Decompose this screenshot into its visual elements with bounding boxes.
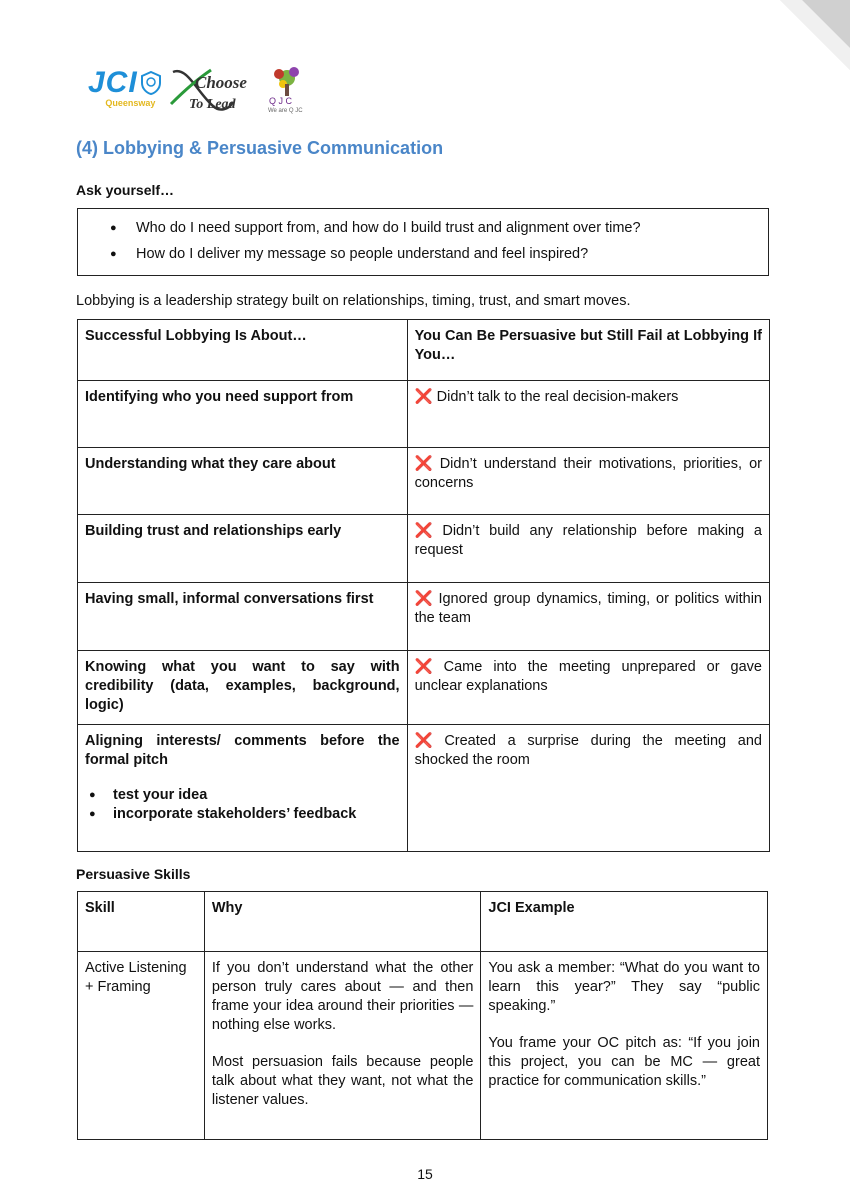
cross-icon: ❌ <box>414 389 433 405</box>
lobby-failure <box>407 725 769 852</box>
ask-item: ● How do I deliver my message so people understand and feel inspired? <box>136 241 768 267</box>
page-number: 15 <box>417 1166 433 1182</box>
table-row <box>78 725 770 852</box>
ask-item: ● Who do I need support from, and how do I build trust and alignment over time? <box>136 215 768 241</box>
cross-icon: ❌ <box>414 456 436 472</box>
choose-to-lead-logo <box>167 62 259 114</box>
ask-list <box>78 209 768 267</box>
table-header-row <box>78 320 770 381</box>
table-row <box>78 583 770 651</box>
lobby-principle: Having small, informal conversations first <box>78 583 408 651</box>
lobby-principle: Building trust and relationships early <box>78 515 408 583</box>
cross-icon: ❌ <box>414 733 441 749</box>
jci-logo-text: JCI <box>88 66 138 99</box>
table-row <box>78 651 770 725</box>
cross-icon: ❌ <box>414 659 440 675</box>
ask-yourself-box <box>77 208 769 276</box>
lobby-principle: Aligning interests/ comments before the formal pitch <box>85 733 400 768</box>
example-paragraph: You frame your OC pitch as: “If you join this project, you can be MC — great practice for communication skills.” <box>488 1035 760 1089</box>
table-header-row <box>78 892 768 952</box>
header-cell-right: You Can Be Persuasive but Still Fail at Lobbying If You… <box>407 320 769 381</box>
section-title: (4) Lobbying & Persuasive Communication <box>76 138 444 158</box>
lobby-failure-text: Ignored group dynamics, timing, or politics within the team <box>414 591 763 626</box>
principle-bullet: ● incorporate stakeholders’ feedback <box>113 805 400 824</box>
lobbying-table <box>77 319 770 852</box>
lobby-failure <box>407 448 769 515</box>
table-row <box>78 381 770 448</box>
skill-why <box>204 952 481 1140</box>
lobby-failure-text: Created a surprise during the meeting and shocked the room <box>414 733 762 768</box>
svg-text:To Lead: To Lead <box>188 97 236 112</box>
lobby-failure-text: Didn’t talk to the real decision-makers <box>436 389 679 405</box>
skill-example <box>481 952 768 1140</box>
header-cell-why: Why <box>204 892 481 952</box>
lobby-failure-text: Came into the meeting unprepared or gave unclear explanations <box>414 659 762 694</box>
svg-text:We are Q JC: We are Q JC <box>267 108 303 114</box>
table-row <box>78 515 770 583</box>
lobby-failure <box>407 651 769 725</box>
lobby-principle: Identifying who you need support from <box>78 381 408 448</box>
header-cell-left: Successful Lobbying Is About… <box>78 320 408 381</box>
jci-shield-icon <box>141 71 161 95</box>
svg-text:Q J C: Q J C <box>268 96 292 106</box>
lobby-principle-with-bullets <box>78 725 408 852</box>
page-corner-decoration <box>740 0 850 110</box>
cross-icon: ❌ <box>414 523 439 539</box>
table-row <box>78 448 770 515</box>
lobby-principle: Understanding what they care about <box>78 448 408 515</box>
skill-name: Active Listening + Framing <box>78 952 205 1140</box>
header-cell-example: JCI Example <box>481 892 768 952</box>
lobby-failure <box>407 381 769 448</box>
lobby-principle: Knowing what you want to say with credibility (data, examples, background, logic) <box>78 651 408 725</box>
why-paragraph: If you don’t understand what the other person truly cares about — and then frame your idea around their priorities — nothing else works. <box>211 960 474 1033</box>
lobby-failure <box>407 583 769 651</box>
ask-yourself-heading: Ask yourself… <box>76 182 175 198</box>
lobby-failure-text: Didn’t build any relationship before making a request <box>414 523 762 558</box>
why-paragraph: Most persuasion fails because people talk about what they want, not what the listener values. <box>211 1054 474 1108</box>
example-paragraph: You ask a member: “What do you want to learn this year?” They say “public speaking.” <box>488 960 760 1014</box>
persuasive-skills-table <box>77 891 768 1140</box>
lobby-failure <box>407 515 769 583</box>
svg-text:Choose: Choose <box>194 73 247 92</box>
cross-icon: ❌ <box>414 591 435 607</box>
jci-logo-subtext: Queensway <box>105 98 156 108</box>
intro-paragraph: Lobbying is a leadership strategy built on relationships, timing, trust, and smart moves. <box>76 293 631 309</box>
persuasive-skills-heading: Persuasive Skills <box>76 866 191 882</box>
jci-logo <box>88 68 161 108</box>
table-row <box>78 952 768 1140</box>
principle-bullet: ● test your idea <box>113 786 400 805</box>
we-are-qjc-logo <box>265 62 309 114</box>
lobby-failure-text: Didn’t understand their motivations, priorities, or concerns <box>414 456 762 491</box>
principle-bullets <box>85 786 400 824</box>
logo-bar <box>88 62 309 114</box>
header-cell-skill: Skill <box>78 892 205 952</box>
